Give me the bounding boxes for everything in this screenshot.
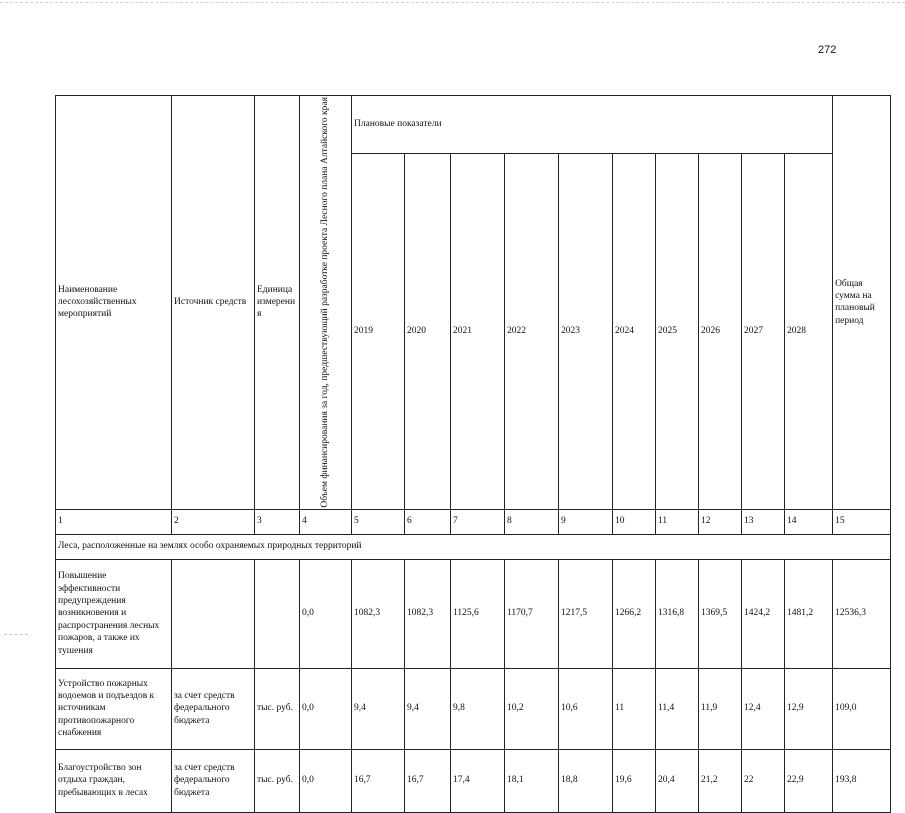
year-value-cell: 1266,2 (613, 559, 656, 668)
prior-funding-cell: 0,0 (300, 668, 352, 749)
column-number: 15 (833, 509, 891, 534)
prior-funding-cell: 0,0 (300, 749, 352, 812)
column-number-row (56, 509, 891, 534)
year-value-cell: 22 (742, 749, 785, 812)
year-value-cell: 18,1 (505, 749, 559, 812)
year-value-cell: 1424,2 (742, 559, 785, 668)
source-cell: за счет средств федерального бюджета (172, 749, 255, 812)
year-value-cell: 11,9 (699, 668, 742, 749)
year-value-cell: 1481,2 (785, 559, 833, 668)
header-year: 2022 (505, 154, 559, 510)
header-year: 2028 (785, 154, 833, 510)
year-value-cell: 1217,5 (559, 559, 613, 668)
section-title: Леса, расположенные на землях особо охраняемых природных территорий (56, 534, 891, 559)
header-year: 2019 (352, 154, 405, 510)
year-value-cell: 11,4 (656, 668, 699, 749)
unit-cell (255, 559, 300, 668)
scan-artifact-line (0, 2, 905, 3)
table-row (56, 749, 891, 812)
header-year: 2021 (451, 154, 505, 510)
header-total: Общая сумма на плановый период (833, 96, 891, 510)
header-year: 2023 (559, 154, 613, 510)
table-row (56, 668, 891, 749)
year-value-cell: 22,9 (785, 749, 833, 812)
prior-funding-cell: 0,0 (300, 559, 352, 668)
column-number: 2 (172, 509, 255, 534)
year-value-cell: 1369,5 (699, 559, 742, 668)
header-year: 2027 (742, 154, 785, 510)
year-value-cell: 1082,3 (352, 559, 405, 668)
year-value-cell: 12,4 (742, 668, 785, 749)
source-cell: за счет средств федерального бюджета (172, 668, 255, 749)
section-row (56, 534, 891, 559)
year-value-cell: 16,7 (352, 749, 405, 812)
column-number: 9 (559, 509, 613, 534)
header-prior-funding-cell (300, 96, 352, 510)
total-cell: 193,8 (833, 749, 891, 812)
year-value-cell: 12,9 (785, 668, 833, 749)
year-value-cell: 1082,3 (405, 559, 451, 668)
header-year: 2024 (613, 154, 656, 510)
page-number: 272 (818, 44, 837, 56)
year-value-cell: 9,4 (405, 668, 451, 749)
table-row (56, 559, 891, 668)
year-value-cell: 9,8 (451, 668, 505, 749)
year-value-cell: 11 (613, 668, 656, 749)
header-row-top (56, 96, 891, 154)
header-planned-indicators: Плановые показатели (352, 96, 833, 154)
year-value-cell: 1170,7 (505, 559, 559, 668)
header-year: 2025 (656, 154, 699, 510)
column-number: 1 (56, 509, 172, 534)
unit-cell: тыс. руб. (255, 749, 300, 812)
header-year: 2026 (699, 154, 742, 510)
unit-cell: тыс. руб. (255, 668, 300, 749)
header-year: 2020 (405, 154, 451, 510)
column-number: 4 (300, 509, 352, 534)
total-cell: 12536,3 (833, 559, 891, 668)
year-value-cell: 10,2 (505, 668, 559, 749)
header-unit: Единица измерения (255, 96, 300, 510)
column-number: 13 (742, 509, 785, 534)
year-value-cell: 18,8 (559, 749, 613, 812)
scan-artifact-mark (4, 634, 28, 635)
header-source: Источник средств (172, 96, 255, 510)
year-value-cell: 9,4 (352, 668, 405, 749)
total-cell: 109,0 (833, 668, 891, 749)
year-value-cell: 17,4 (451, 749, 505, 812)
year-value-cell: 10,6 (559, 668, 613, 749)
header-prior-funding: Объем финансирования за год, предшествующий разработке проекта Лесного плана Алтайского края (319, 97, 330, 508)
year-value-cell: 21,2 (699, 749, 742, 812)
column-number: 5 (352, 509, 405, 534)
forest-plan-table (55, 95, 891, 813)
activity-name-cell: Устройство пожарных водоемов и подъездов к источникам противопожарного снабжения (56, 668, 172, 749)
column-number: 7 (451, 509, 505, 534)
year-value-cell: 19,6 (613, 749, 656, 812)
column-number: 14 (785, 509, 833, 534)
activity-name-cell: Благоустройство зон отдыха граждан, пребывающих в лесах (56, 749, 172, 812)
column-number: 11 (656, 509, 699, 534)
column-number: 3 (255, 509, 300, 534)
source-cell (172, 559, 255, 668)
year-value-cell: 1125,6 (451, 559, 505, 668)
column-number: 8 (505, 509, 559, 534)
year-value-cell: 20,4 (656, 749, 699, 812)
header-activity-name: Наименование лесохозяйственных мероприятий (56, 96, 172, 510)
year-value-cell: 16,7 (405, 749, 451, 812)
activity-name-cell: Повышение эффективности предупреждения возникновения и распространения лесных пожаров, а также их тушения (56, 559, 172, 668)
year-value-cell: 1316,8 (656, 559, 699, 668)
column-number: 6 (405, 509, 451, 534)
column-number: 10 (613, 509, 656, 534)
column-number: 12 (699, 509, 742, 534)
